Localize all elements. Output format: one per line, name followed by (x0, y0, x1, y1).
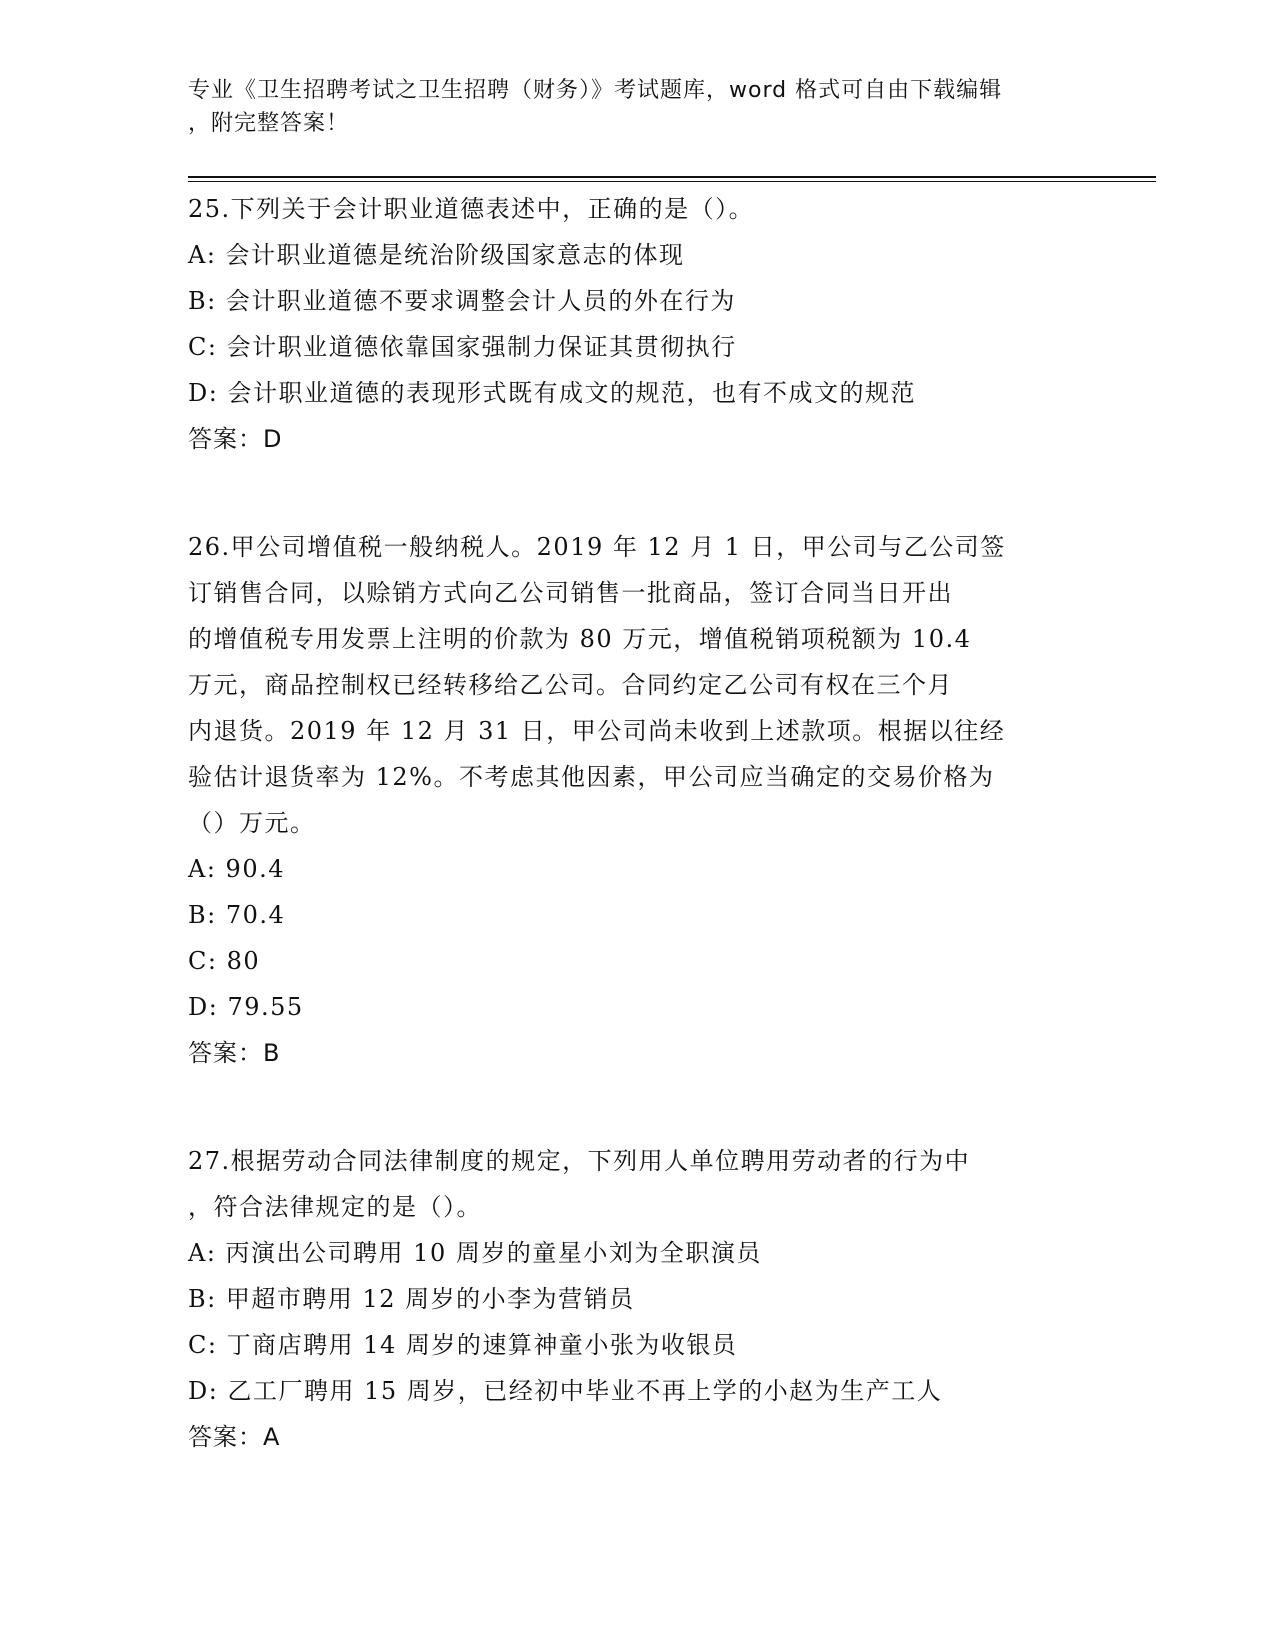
question-25 (188, 186, 1088, 462)
answer: 答案：A (188, 1423, 281, 1451)
option-a: A: 90.4 (188, 855, 285, 883)
option-b: B: 甲超市聘用 12 周岁的小李为营销员 (188, 1285, 635, 1313)
header-divider-thin (188, 181, 1156, 182)
option-a: A: 丙演出公司聘用 10 周岁的童星小刘为全职演员 (188, 1239, 762, 1267)
option-c: C: 80 (188, 947, 261, 975)
option-c: C: 会计职业道德依靠国家强制力保证其贯彻执行 (188, 333, 737, 361)
header-divider-thick (188, 176, 1156, 178)
stem-line: 万元，商品控制权已经转移给乙公司。合同约定乙公司有权在三个月 (188, 671, 953, 699)
option-b: B: 70.4 (188, 901, 286, 929)
question-list (188, 186, 1088, 1522)
answer: 答案：D (188, 425, 283, 453)
header-line-2: ，附完整答案！ (188, 111, 350, 136)
option-a: A: 会计职业道德是统治阶级国家意志的体现 (188, 241, 685, 269)
answer: 答案：B (188, 1039, 281, 1067)
stem-line: 27.根据劳动合同法律制度的规定，下列用人单位聘用劳动者的行为中 (188, 1147, 971, 1175)
option-d: D: 会计职业道德的表现形式既有成文的规范，也有不成文的规范 (188, 379, 916, 407)
option-d: D: 79.55 (188, 993, 304, 1021)
stem-line: （）万元。 (188, 809, 316, 837)
option-d: D: 乙工厂聘用 15 周岁，已经初中毕业不再上学的小赵为生产工人 (188, 1377, 943, 1405)
question-27 (188, 1138, 1088, 1460)
stem-line: 内退货。2019 年 12 月 31 日，甲公司尚未收到上述款项。根据以往经 (188, 717, 1006, 745)
question-26 (188, 524, 1088, 1076)
stem-line: 25.下列关于会计职业道德表述中，正确的是（）。 (188, 195, 755, 223)
stem-line: 26.甲公司增值税一般纳税人。2019 年 12 月 1 日，甲公司与乙公司签 (188, 533, 1006, 561)
option-c: C: 丁商店聘用 14 周岁的速算神童小张为收银员 (188, 1331, 738, 1359)
stem-line: ，符合法律规定的是（）。 (188, 1193, 482, 1221)
stem-line: 验估计退货率为 12%。不考虑其他因素，甲公司应当确定的交易价格为 (188, 763, 995, 791)
stem-line: 订销售合同，以赊销方式向乙公司销售一批商品，签订合同当日开出 (188, 579, 953, 607)
header-line-1: 专业《卫生招聘考试之卫生招聘（财务）》考试题库，word 格式可自由下载编辑 (188, 78, 1003, 103)
question-stem (188, 524, 1088, 846)
stem-line: 的增值税专用发票上注明的价款为 80 万元，增值税销项税额为 10.4 (188, 625, 972, 653)
option-b: B: 会计职业道德不要求调整会计人员的外在行为 (188, 287, 736, 315)
document-header (188, 74, 1088, 140)
question-stem (188, 1138, 1088, 1230)
question-stem (188, 186, 1088, 232)
